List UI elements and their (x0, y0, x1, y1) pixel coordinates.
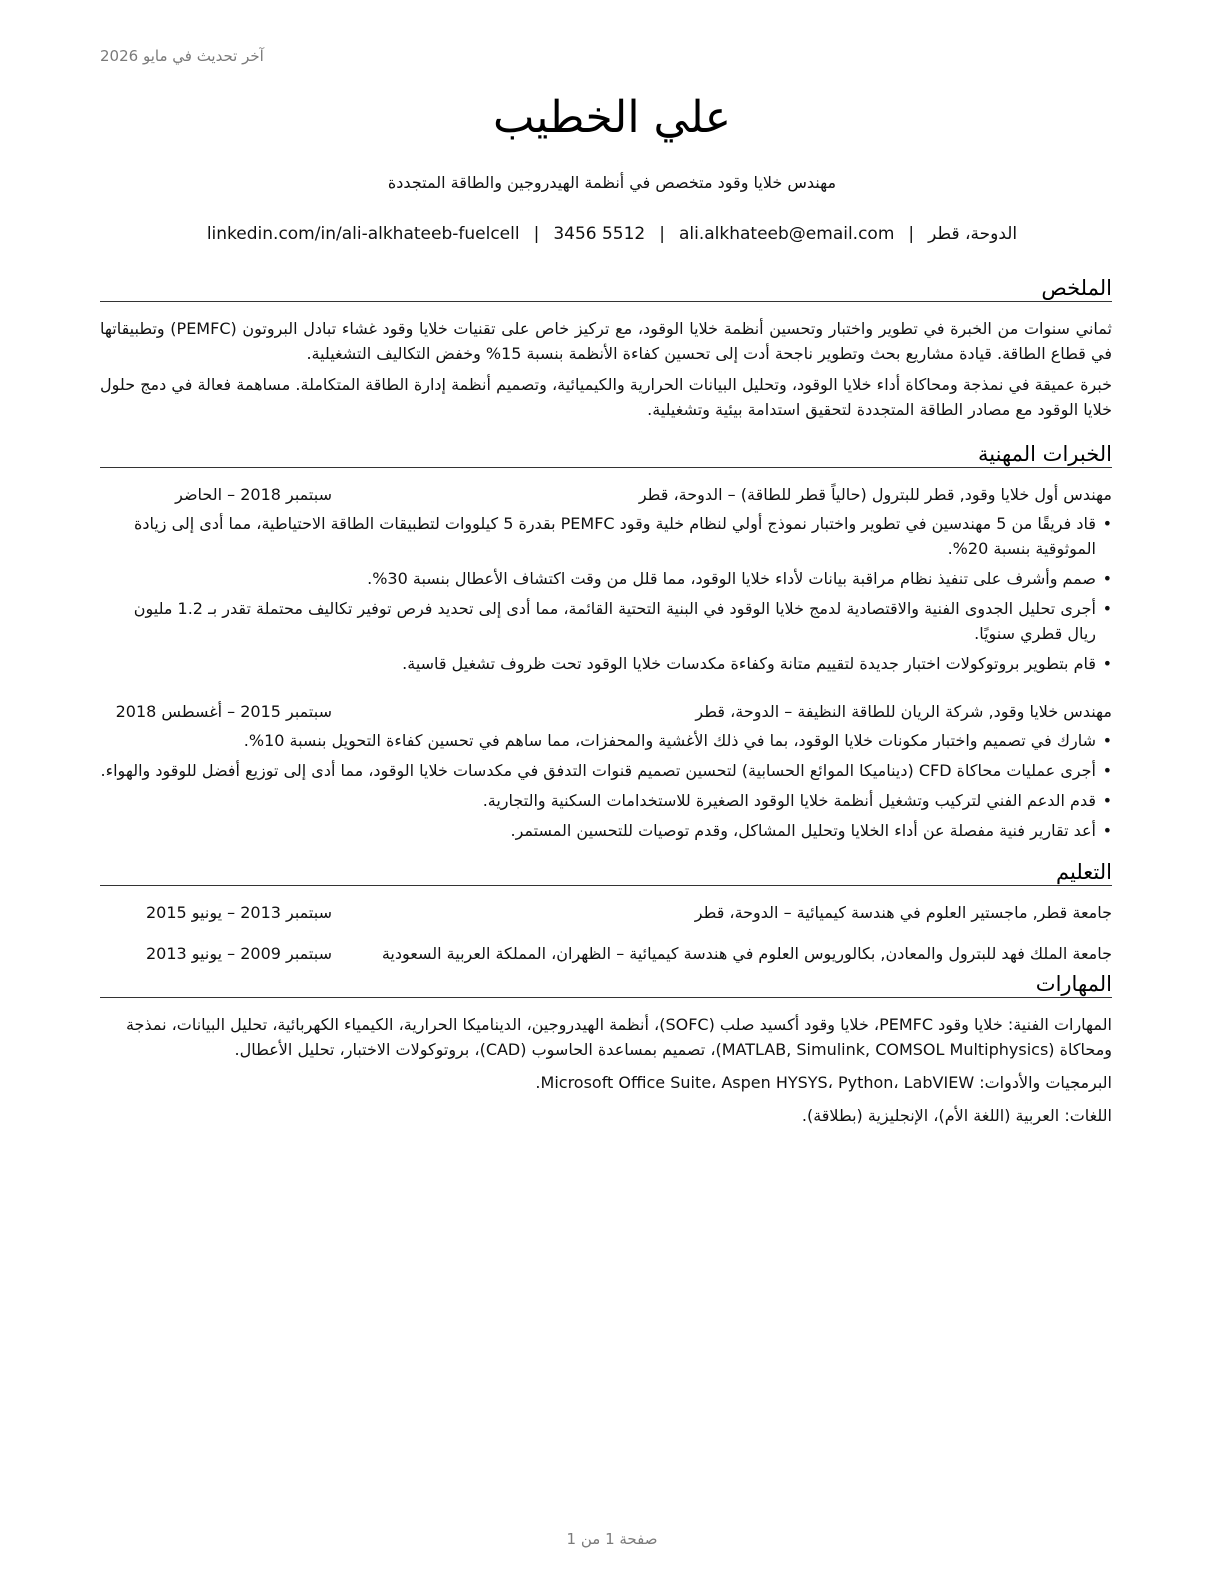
job-bullet: • قاد فريقًا من 5 مهندسين في تطوير واختبار نموذج أولي لنظام خلية وقود PEMFC بقدرة 5 كيلووات لتطبيقات الطاقة الاحتياطية، مما أدى إلى زيادة الموثوقية بنسبة 20%. (100, 511, 1112, 561)
summary-title: الملخص (100, 276, 1112, 302)
education-title: التعليم (100, 860, 1112, 886)
education-degree: جامعة قطر, ماجستير العلوم في هندسة كيميائية – الدوحة، قطر (694, 903, 1112, 922)
page-number: صفحة 1 من 1 (566, 1530, 658, 1548)
education-entry (100, 941, 1112, 966)
contact-line (100, 224, 1124, 244)
job-bullet: • شارك في تصميم واختبار مكونات خلايا الوقود، بما في ذلك الأغشية والمحفزات، مما ساهم في تحسين كفاءة التحويل بنسبة 10%. (100, 728, 1112, 753)
job-title: مهندس خلايا وقود, شركة الريان للطاقة النظيفة – الدوحة، قطر (695, 702, 1112, 721)
skills-languages: اللغات: العربية (اللغة الأم)، الإنجليزية (بطلاقة). (801, 1106, 1112, 1125)
skills-technical: المهارات الفنية: خلايا وقود PEMFC، خلايا وقود أكسيد صلب (SOFC)، أنظمة الهيدروجين، الديناميكا الحرارية، الكيمياء الكهربائية، تحليل البيانات، نمذجة ومحاكاة (MATLAB, Simulink, COMSOL Multiphysics)، تصميم بمساعدة الحاسوب (CAD)، بروتوكولات الاختبار، تحليل الأعطال. (125, 1015, 1112, 1059)
experience-section (100, 442, 1112, 843)
job-title: مهندس أول خلايا وقود, قطر للبترول (حالياً قطر للطاقة) – الدوحة، قطر (638, 485, 1112, 504)
job-dates: سبتمبر 2015 – أغسطس 2018 (115, 702, 332, 721)
skills-title: المهارات (100, 972, 1112, 998)
summary-paragraph: ثماني سنوات من الخبرة في تطوير واختبار وتحسين أنظمة خلايا الوقود، مع تركيز خاص على تقنيات خلايا وقود غشاء تبادل البروتون (PEMFC) وتطبيقاتها في قطاع الطاقة. قيادة مشاريع بحث وتطوير ناجحة أدت إلى تحسين كفاءة الأنظمة بنسبة 15% وخفض التكاليف التشغيلية. (100, 319, 1112, 363)
job-header (100, 482, 1112, 507)
experience-title: الخبرات المهنية (100, 442, 1112, 468)
job-bullet: • صمم وأشرف على تنفيذ نظام مراقبة بيانات لأداء خلايا الوقود، مما قلل من وقت اكتشاف الأعطال بنسبة 30%. (100, 566, 1112, 591)
job-bullet: • قدم الدعم الفني لتركيب وتشغيل أنظمة خلايا الوقود الصغيرة للاستخدامات السكنية والتجارية. (100, 788, 1112, 813)
job-bullet: • أجرى عمليات محاكاة CFD (ديناميكا الموائع الحسابية) لتحسين تصميم قنوات التدفق في مكدسات خلايا الوقود، مما أدى إلى توزيع أفضل للوقود والهواء. (100, 758, 1112, 783)
contact-separator: | (533, 224, 540, 244)
job-bullet: • قام بتطوير بروتوكولات اختبار جديدة لتقييم متانة وكفاءة مكدسات خلايا الوقود تحت ظروف تشغيل قاسية. (100, 651, 1112, 676)
job-header (100, 699, 1112, 724)
contact-location: الدوحة، قطر (928, 224, 1018, 244)
contact-separator: | (908, 224, 915, 244)
job-bullet: • أجرى تحليل الجدوى الفنية والاقتصادية لدمج خلايا الوقود في البنية التحتية القائمة، مما أدى إلى تحديد فرص توفير تكاليف محتملة تقدر بـ 1.2 مليون ريال قطري سنويًا. (100, 596, 1112, 646)
resume-body (100, 276, 1112, 1136)
skills-section (100, 972, 1112, 1128)
summary-section (100, 276, 1112, 422)
job-bullets (100, 511, 1112, 676)
education-dates: سبتمبر 2013 – يونيو 2015 (145, 903, 332, 922)
candidate-name: علي الخطيب (492, 92, 732, 143)
education-degree: جامعة الملك فهد للبترول والمعادن, بكالوريوس العلوم في هندسة كيميائية – الظهران، المملكة العربية السعودية (381, 944, 1112, 963)
job-entry (100, 482, 1112, 676)
contact-separator: | (659, 224, 665, 244)
contact-linkedin[interactable]: linkedin.com/in/ali-alkhateeb-fuelcell (206, 224, 520, 244)
contact-email[interactable]: ali.alkhateeb@email.com (678, 224, 895, 244)
education-section (100, 860, 1112, 966)
summary-paragraph: خبرة عميقة في نمذجة ومحاكاة أداء خلايا الوقود، وتحليل البيانات الحرارية والكيميائية، وتصميم أنظمة إدارة الطاقة المتكاملة. مساهمة فعالة في دمج حلول خلايا الوقود مع مصادر الطاقة المتجددة لتحقيق استدامة بيئية وتشغيلية. (100, 375, 1112, 419)
last-updated-label: آخر تحديث في مايو 2026 (100, 47, 264, 65)
job-dates: سبتمبر 2018 – الحاضر (175, 485, 332, 504)
candidate-subtitle: مهندس خلايا وقود متخصص في أنظمة الهيدروجين والطاقة المتجددة (387, 173, 837, 192)
education-dates: سبتمبر 2009 – يونيو 2013 (145, 944, 332, 963)
job-bullet: • أعد تقارير فنية مفصلة عن أداء الخلايا وتحليل المشاكل، وقدم توصيات للتحسين المستمر. (100, 818, 1112, 843)
contact-phone: 3456 5512 (553, 224, 646, 244)
job-entry (100, 699, 1112, 843)
skills-software: البرمجيات والأدوات: Microsoft Office Suite، Aspen HYSYS، Python، LabVIEW. (535, 1073, 1112, 1092)
education-entry (100, 900, 1112, 925)
job-bullets (100, 728, 1112, 843)
